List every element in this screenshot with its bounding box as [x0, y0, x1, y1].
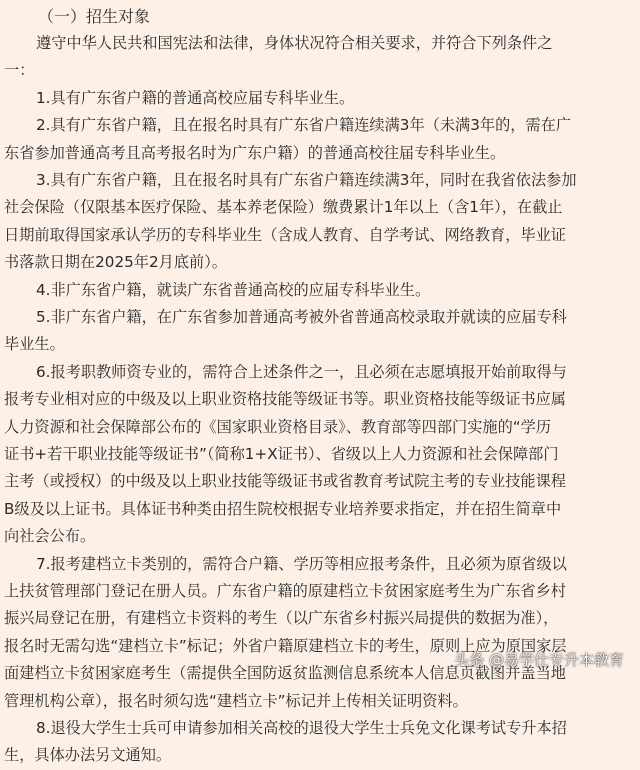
paragraph-line: 向社会公布。: [4, 527, 96, 546]
paragraph-line: 遵守中华人民共和国宪法和法律，身体状况符合相关要求，并符合下列条件之: [36, 34, 553, 52]
paragraph-line: 5.非广东省户籍，在广东省参加普通高考被外省普通高校录取并就读的应届专科: [36, 308, 567, 326]
paragraph-line: 东省参加普通高考且高考报名时为广东户籍）的普通高校往届专科毕业生。: [4, 143, 506, 162]
paragraph-line: 管理机构公章），报名时须勾选“建档立卡”标记并上传相关证明资料。: [4, 691, 468, 710]
paragraph-line: 日期前取得国家承认学历的专科毕业生（含成人教育、自学考试、网络教育，毕业证: [4, 225, 566, 244]
paragraph-line: 6.报考职教师资专业的，需符合上述条件之一，且必须在志愿填报开始前取得与: [36, 362, 567, 381]
paragraph-item-1: [4, 85, 636, 112]
paragraph-line: 面建档立卡贫困家庭考生（需提供全国防返贫监测信息系统本人信息页截图并盖当地: [4, 664, 566, 683]
paragraph-line: 振兴局登记在册，有建档立卡资料的考生（以广东省乡村振兴局提供的数据为准），: [4, 609, 559, 628]
paragraph-line: 3.具有广东省户籍，且在报名时具有广东省户籍连续满3年，同时在我省依法参加: [36, 171, 577, 189]
paragraph-line: 上扶贫管理部门登记在册人员。广东省户籍的原建档立卡贫困家庭考生为广东省乡村: [4, 581, 566, 600]
paragraph-line: 报名时无需勾选“建档立卡”标记；外省户籍原建档立卡的考生，原则上应为原国家层: [4, 636, 567, 655]
paragraph-line: 4.非广东省户籍，就读广东省普通高校的应届专科毕业生。: [36, 280, 431, 299]
paragraph-intro: [4, 30, 636, 85]
paragraph-line: 报考专业相对应的中级及以上职业资格技能等级证书等。职业资格技能等级证书应属: [4, 390, 566, 409]
paragraph-line: 7.报考建档立卡类别的，需符合户籍、学历等相应报考条件，且必须为原省级以: [36, 554, 567, 573]
paragraph-item-7: [4, 551, 636, 715]
paragraph-line: 毕业生。: [4, 335, 65, 354]
paragraph-line: 证书+若干职业技能等级证书”（简称1+X证书）、省级以上人力资源和社会保障部门: [4, 444, 559, 463]
paragraph-line: 书落款日期在2025年2月底前）。: [4, 253, 227, 272]
paragraph-item-2: [4, 112, 636, 167]
paragraph-item-8: [4, 715, 636, 770]
paragraph-line: 1.具有广东省户籍的普通高校应届专科毕业生。: [36, 88, 355, 107]
paragraph-item-3: [4, 167, 636, 277]
paragraph-line: 8.退役大学生士兵可申请参加相关高校的退役大学生士兵免文化课考试专升本招: [36, 719, 567, 737]
paragraph-line: 生，具体办法另文通知。: [4, 746, 172, 765]
paragraph-line: 人力资源和社会保障部公布的《国家职业资格目录》、教育部等四部门实施的“学历: [4, 417, 552, 436]
paragraph-item-5: [4, 304, 636, 359]
paragraph-item-6: [4, 359, 636, 551]
section-heading: （一）招生对象: [38, 7, 151, 26]
paragraph-line: B级及以上证书。具体证书种类由招生院校根据专业培养要求指定，并在招生简章中: [4, 499, 562, 518]
paragraph-line: 主考（或授权）的中级及以上职业技能等级证书或省教育考试院主考的专业技能课程: [4, 472, 566, 491]
paragraph-line: 社会保险（仅限基本医疗保险、基本养老保险）缴费累计1年以上（含1年），在截止: [4, 198, 563, 217]
paragraph-item-4: [4, 277, 636, 304]
paragraph-line: 一：: [4, 61, 35, 80]
paragraph-line: 2.具有广东省户籍，且在报名时具有广东省户籍连续满3年（未满3年的，需在广: [36, 116, 572, 135]
watermark: 头条 @易学仕专升本教育: [454, 651, 624, 669]
